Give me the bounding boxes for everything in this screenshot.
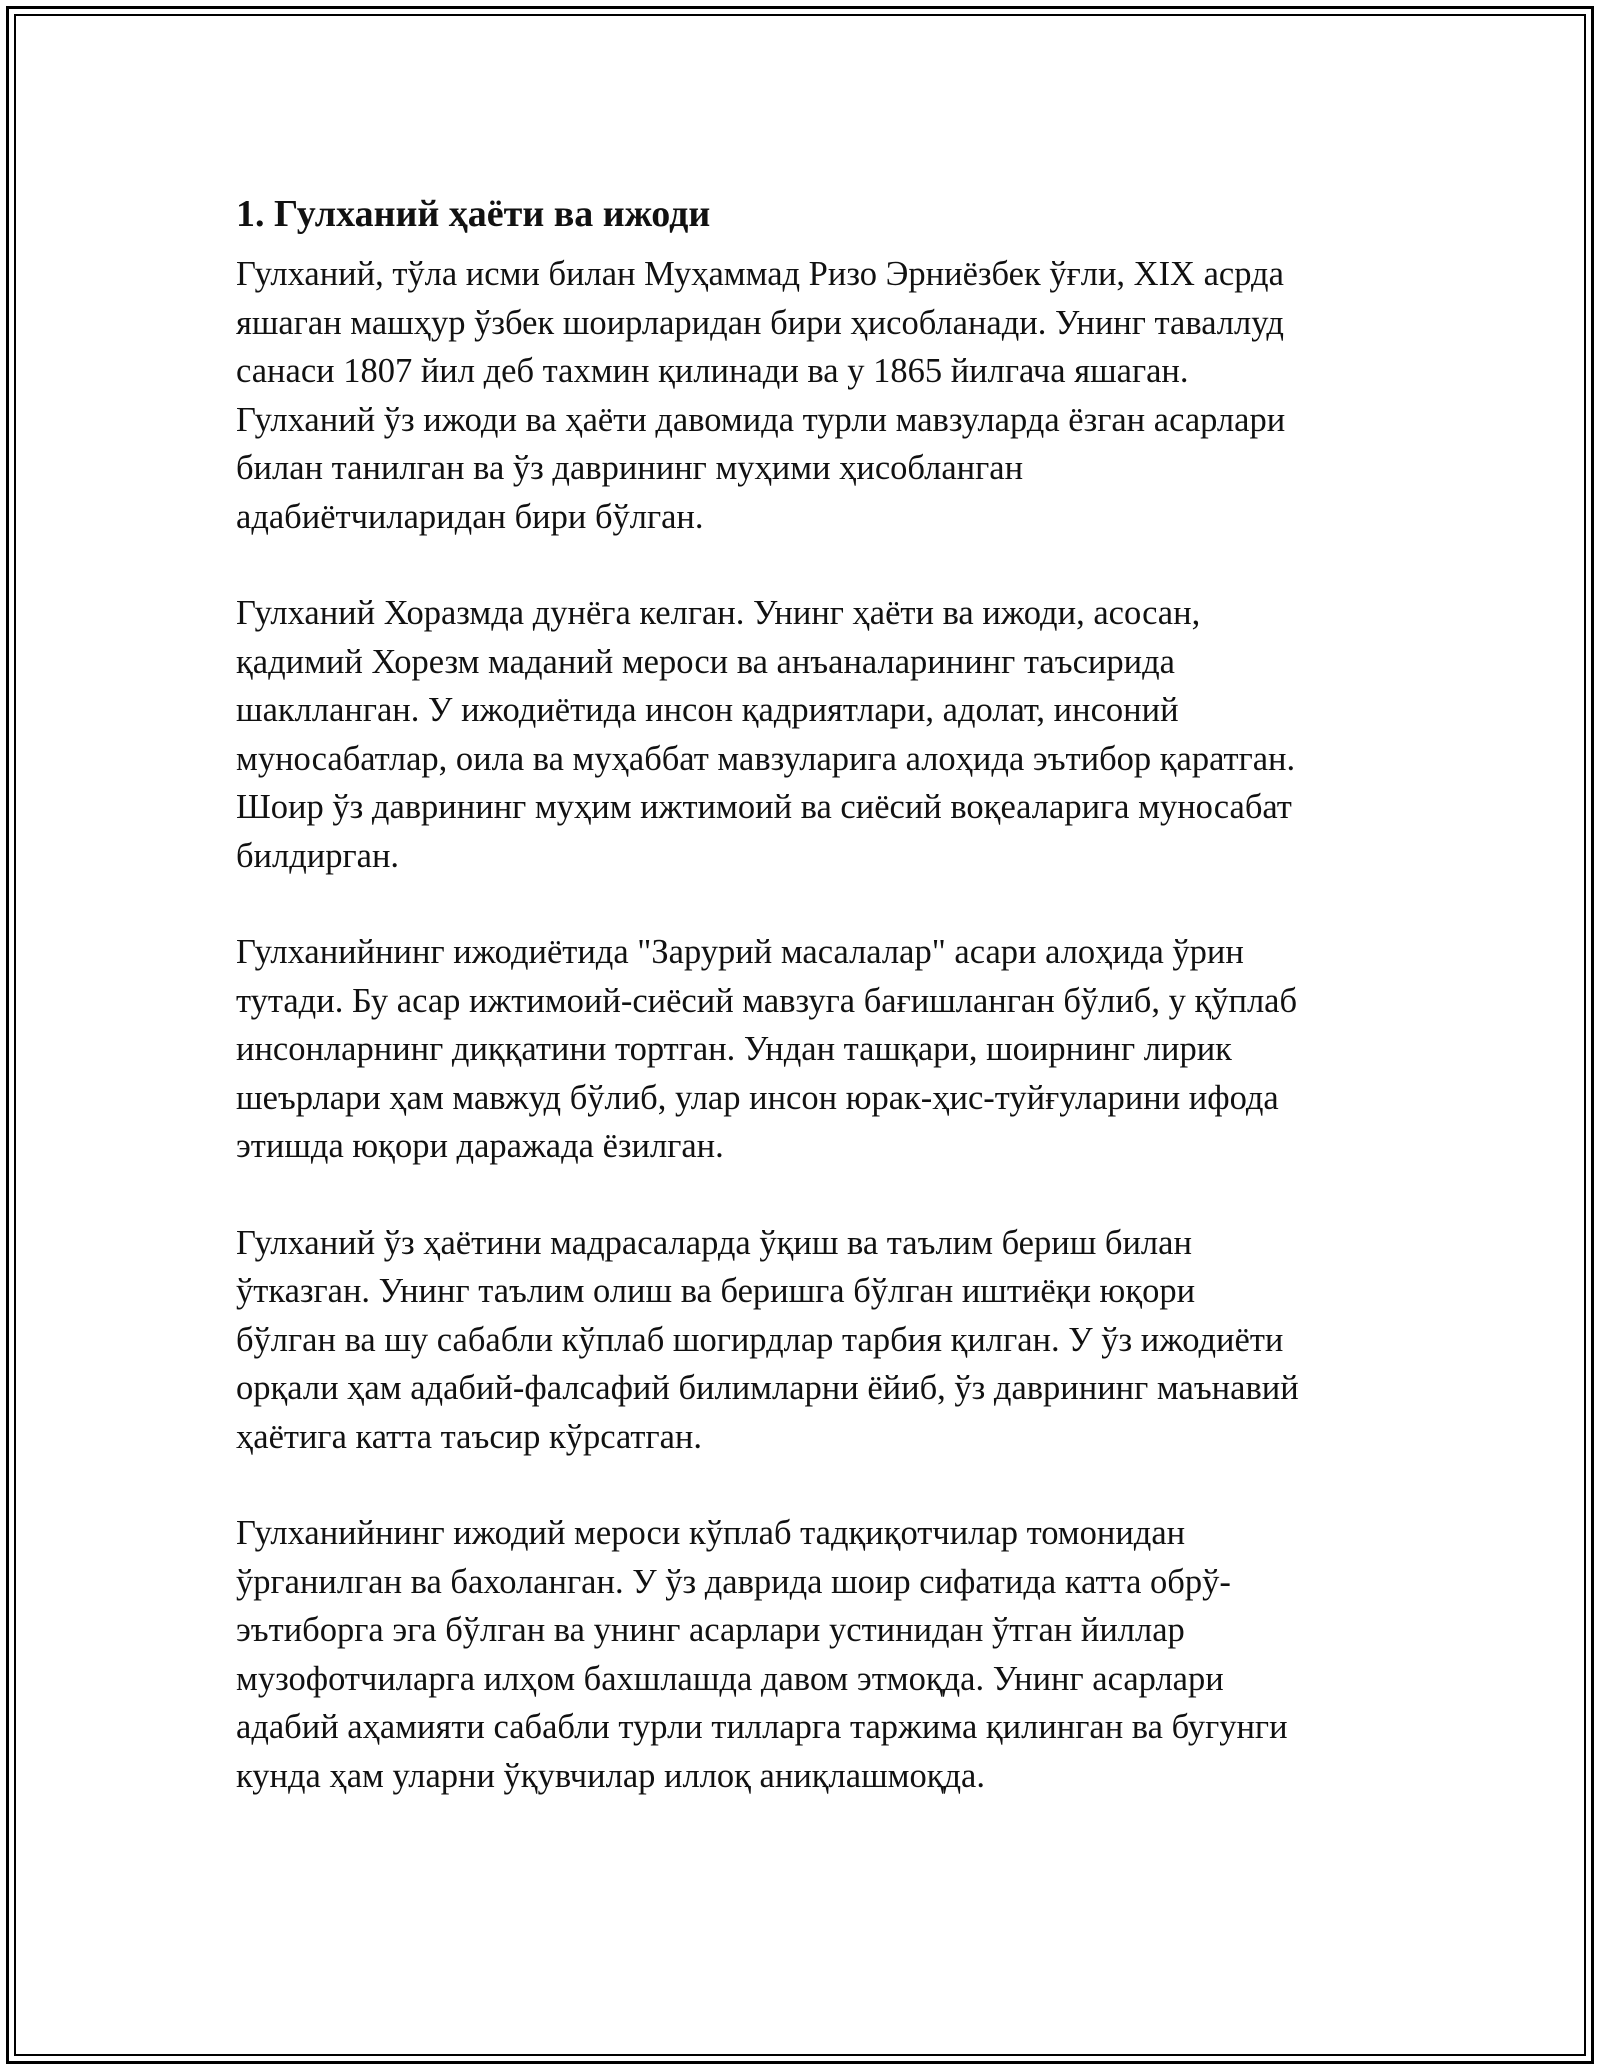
paragraph-line: ўрганилган ва бахоланган. У ўз даврида шоир сифатида катта обрў- xyxy=(236,1562,1231,1601)
paragraph-line: шаклланган. У ижодиётида инсон қадриятлари, адолат, инсоний xyxy=(236,691,1179,729)
paragraph-line: бўлган ва шу сабабли кўплаб шогирдлар тарбия қилган. У ўз ижодиёти xyxy=(236,1320,1284,1359)
paragraph-line: Гулханий, тўла исми билан Муҳаммад Ризо Эрниёзбек ўғли, XIX асрда xyxy=(236,255,1284,293)
paragraph-line: билдирган. xyxy=(236,836,400,875)
paragraph xyxy=(236,1509,1376,1800)
document-body xyxy=(236,186,1376,1848)
paragraph-line: этишда юқори даражада ёзилган. xyxy=(236,1127,724,1165)
paragraph-line: Шоир ўз даврининг муҳим ижтимоий ва сиёсий воқеаларига муносабат xyxy=(236,788,1292,826)
paragraph-line: ҳаётига катта таъсир кўрсатган. xyxy=(236,1417,703,1456)
paragraph-line: Гулханий Хоразмда дунёга келган. Унинг ҳаёти ва ижоди, асосан, xyxy=(236,594,1201,632)
paragraph-line: қадимий Хорезм маданий мероси ва анъаналарининг таъсирида xyxy=(236,642,1175,681)
paragraph-line: муносабатлар, оила ва муҳаббат мавзуларига алоҳида эътибор қаратган. xyxy=(236,739,1296,778)
paragraph-list xyxy=(236,250,1376,1800)
paragraph xyxy=(236,250,1376,541)
paragraph-line: санаси 1807 йил деб тахмин қилинади ва у 1865 йилгача яшаган. xyxy=(236,352,1189,390)
paragraph-line: эътиборга эга бўлган ва унинг асарлари устинидан ўтган йиллар xyxy=(236,1611,1185,1649)
paragraph-line: Гулханий ўз ижоди ва ҳаёти давомида турли мавзуларда ёзган асарлари xyxy=(236,400,1286,439)
paragraph xyxy=(236,928,1376,1171)
paragraph-line: музофотчиларга илҳом бахшлашда давом этмоқда. Унинг асарлари xyxy=(236,1659,1224,1698)
paragraph-line: адабий аҳамияти сабабли турли тилларга таржима қилинган ва бугунги xyxy=(236,1708,1288,1746)
section-heading: 1. Гулханий ҳаёти ва ижоди xyxy=(236,193,711,235)
paragraph-line: тутади. Бу асар ижтимоий-сиёсий мавзуга бағишланган бўлиб, у қўплаб xyxy=(236,981,1298,1020)
paragraph-line: инсонларнинг диққатини тортган. Ундан ташқари, шоирнинг лирик xyxy=(236,1030,1232,1068)
paragraph xyxy=(236,589,1376,880)
paragraph-line: яшаган машҳур ўзбек шоирларидан бири ҳисобланади. Унинг таваллуд xyxy=(236,303,1284,342)
paragraph xyxy=(236,1219,1376,1462)
paragraph-line: билан танилган ва ўз даврининг муҳими ҳисобланган xyxy=(236,449,1024,487)
paragraph-line: шеърлари ҳам мавжуд бўлиб, улар инсон юрак-ҳис-туйғуларини ифода xyxy=(236,1078,1279,1117)
paragraph-line: Гулханий ўз ҳаётини мадрасаларда ўқиш ва таълим бериш билан xyxy=(236,1223,1192,1262)
paragraph-line: Гулханийнинг ижодиётида "Зарурий масалалар" асари алоҳида ўрин xyxy=(236,933,1244,971)
paragraph-line: кунда ҳам уларни ўқувчилар иллоқ аниқлашмоқда. xyxy=(236,1756,985,1795)
paragraph-line: адабиётчиларидан бири бўлган. xyxy=(236,497,704,536)
paragraph-line: орқали ҳам адабий-фалсафий билимларни ёйиб, ўз даврининг маънавий xyxy=(236,1369,1299,1407)
paragraph-line: ўтказган. Унинг таълим олиш ва беришга бўлган иштиёқи юқори xyxy=(236,1272,1196,1310)
paragraph-line: Гулханийнинг ижодий мероси кўплаб тадқиқотчилар томонидан xyxy=(236,1514,1186,1552)
